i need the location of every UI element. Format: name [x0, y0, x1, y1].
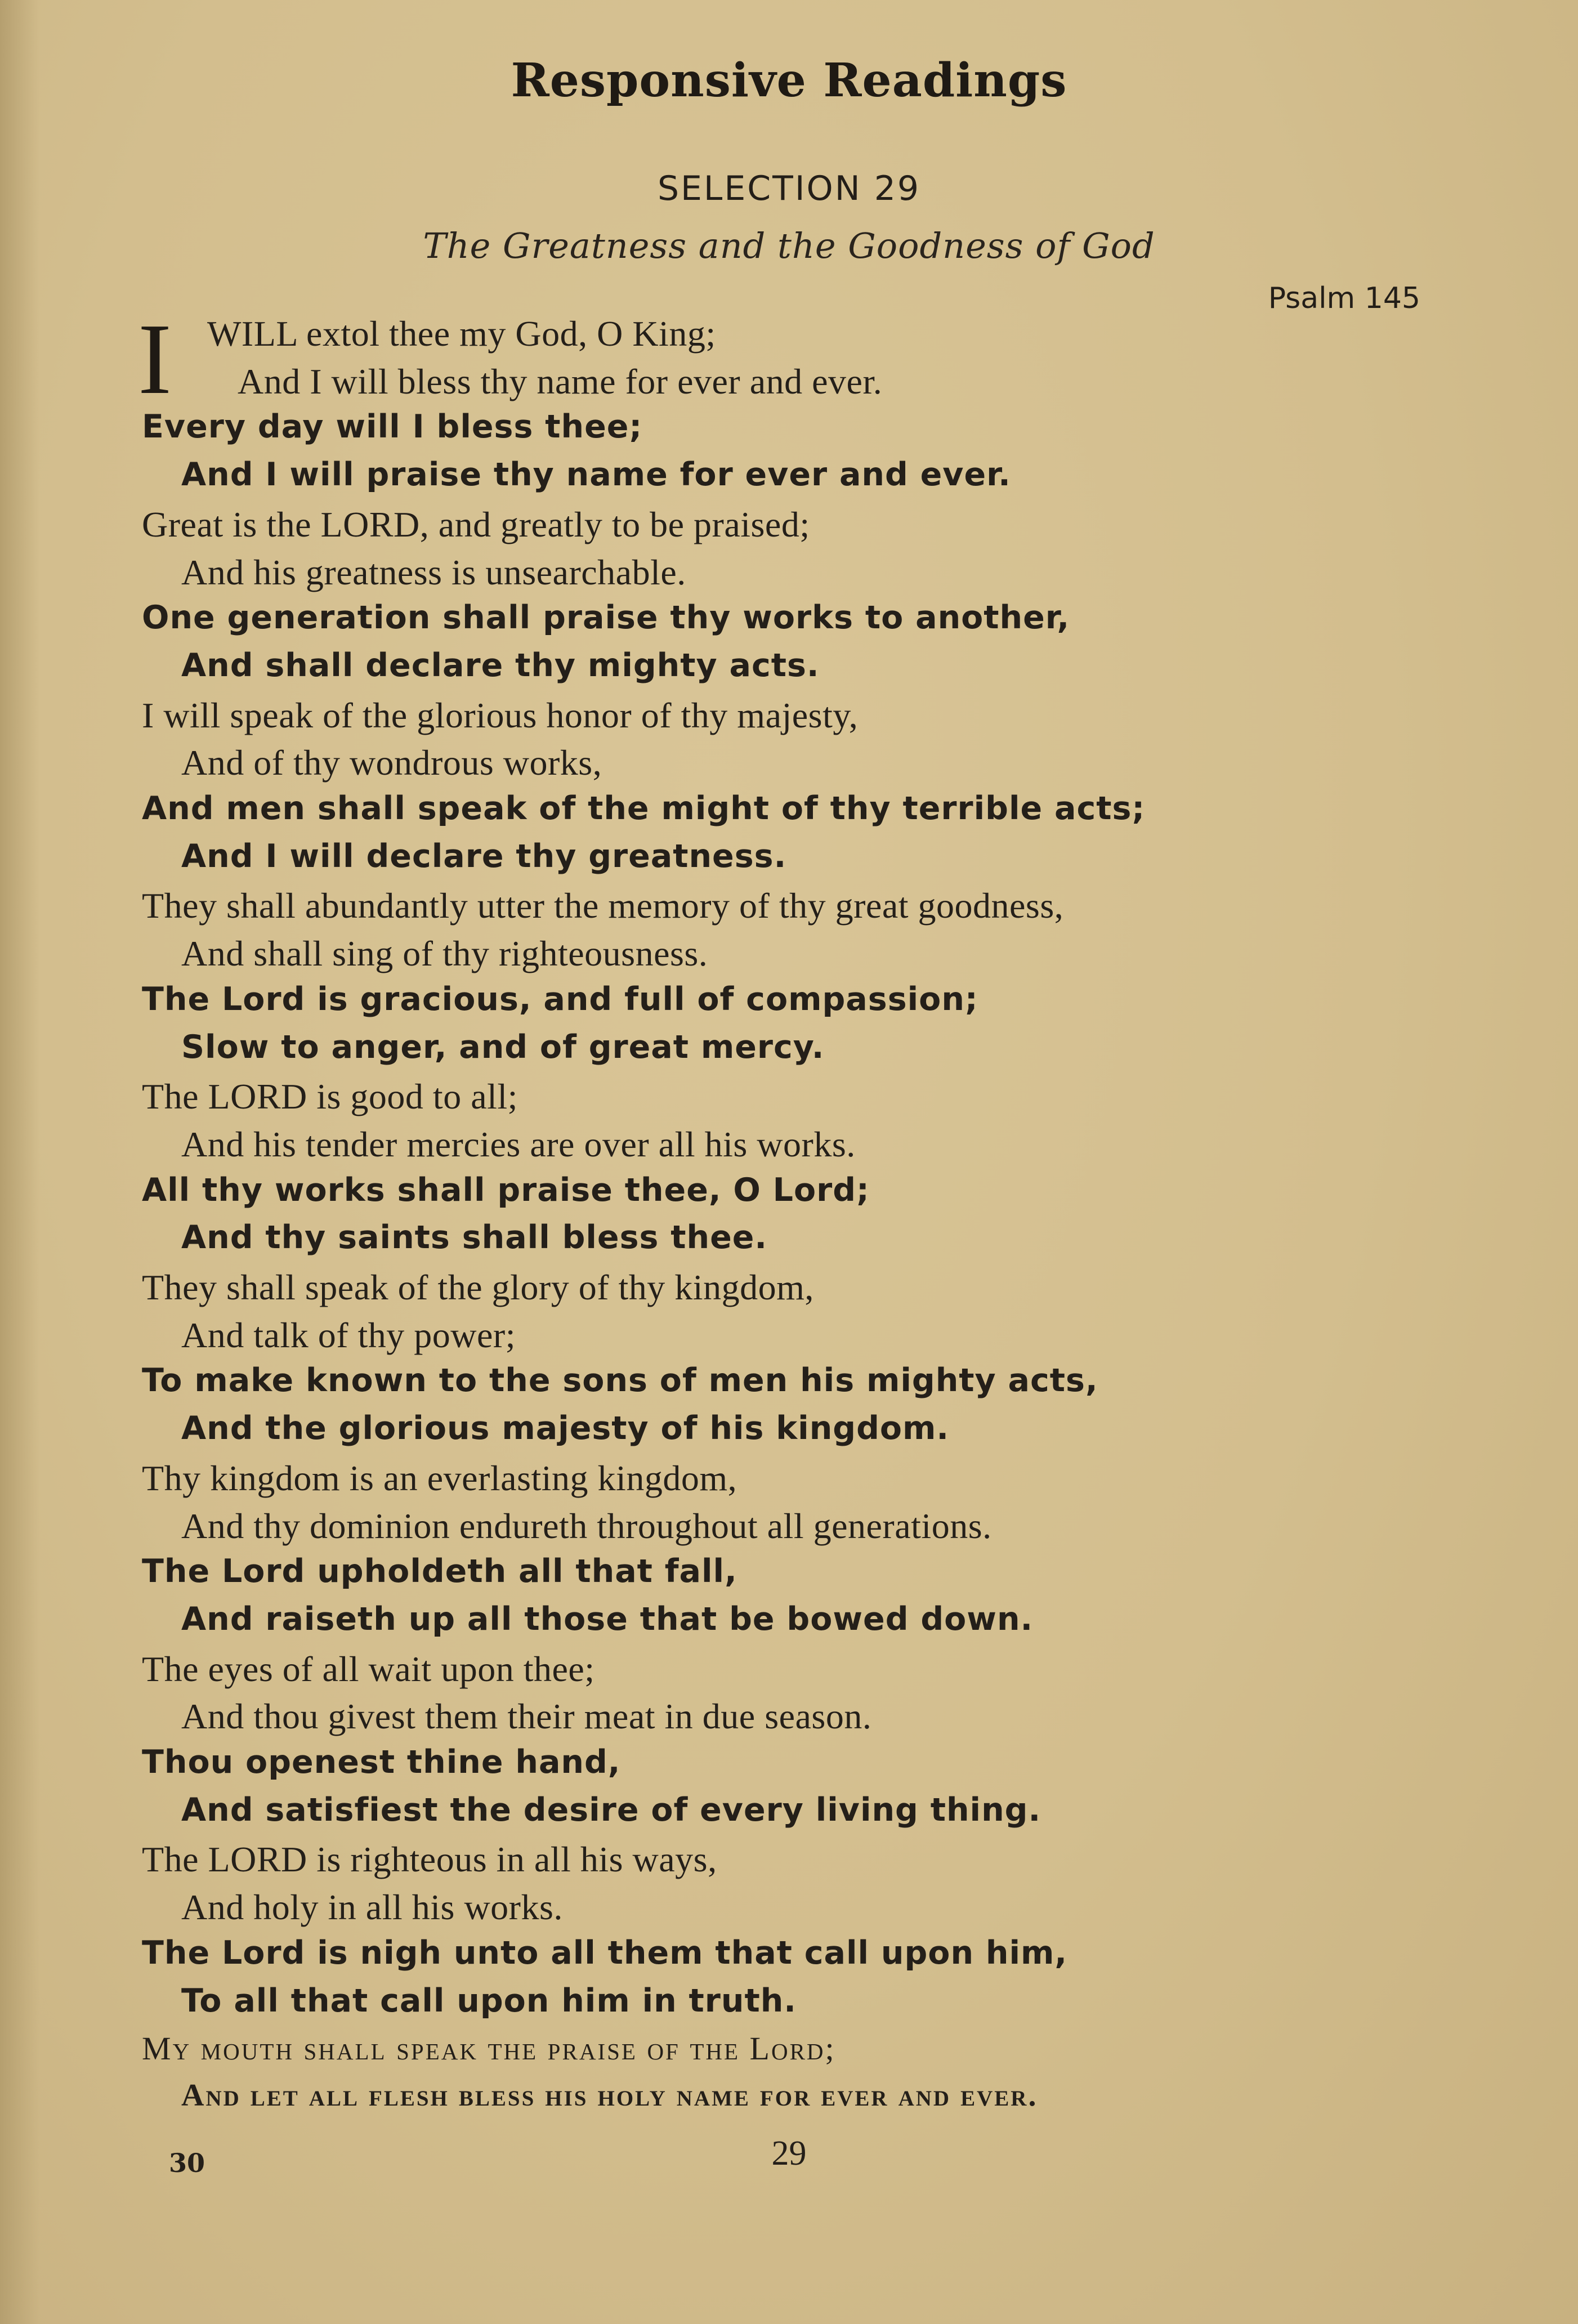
reading-line: The Lord is gracious, and full of compassion;	[142, 980, 978, 1018]
reading-line: And I will declare thy greatness.	[181, 837, 787, 875]
reading-line: And thy saints shall bless thee.	[181, 1219, 768, 1257]
reading-line: Slow to anger, and of great mercy.	[181, 1028, 825, 1066]
reading-line: The LORD is good to all;	[142, 1076, 518, 1117]
reading-line: And satisfiest the desire of every living thing.	[181, 1791, 1041, 1829]
reading-line: And of thy wondrous works,	[181, 743, 602, 783]
reading-line: All thy works shall praise thee, O Lord;	[142, 1171, 870, 1209]
reading-line: My mouth shall speak the praise of the Lord;	[142, 2030, 836, 2067]
reading-line: I will speak of the glorious honor of thy majesty,	[142, 695, 859, 735]
reading-line: The Lord is nigh unto all them that call upon him,	[142, 1934, 1068, 1972]
reading-line: And his greatness is unsearchable.	[181, 552, 686, 592]
reading-line: And I will praise thy name for ever and ever.	[181, 456, 1011, 494]
reading-line: One generation shall praise thy works to another,	[142, 599, 1070, 637]
reading-line: To all that call upon him in truth.	[181, 1982, 797, 2019]
reading-line: And holy in all his works.	[181, 1887, 563, 1928]
reading-line: Great is the LORD, and greatly to be praised;	[142, 504, 810, 544]
reading-line: And let all flesh bless his holy name for ever and ever.	[181, 2077, 1038, 2113]
reading-line: The LORD is righteous in all his ways,	[142, 1839, 717, 1880]
reading-line: And thy dominion endureth throughout all generations.	[181, 1505, 992, 1546]
reading-line: And his tender mercies are over all his works.	[181, 1124, 856, 1164]
drop-cap: I	[138, 303, 172, 415]
selection-subtitle: The Greatness and the Goodness of God	[423, 225, 1155, 266]
reading-line: Thy kingdom is an everlasting kingdom,	[142, 1458, 737, 1498]
selection-heading: SELECTION 29	[657, 169, 921, 208]
reading-line: To make known to the sons of men his mighty acts,	[142, 1362, 1098, 1400]
psalm-reference: Psalm 145	[1268, 281, 1420, 315]
reading-line: Thou openest thine hand,	[142, 1744, 621, 1781]
reading-line: And shall sing of thy righteousness.	[181, 933, 708, 974]
reading-line: And I will bless thy name for ever and ever.	[238, 361, 883, 401]
reading-line: The Lord upholdeth all that fall,	[142, 1553, 737, 1590]
reading-line: The eyes of all wait upon thee;	[142, 1648, 595, 1689]
reading-line: And raiseth up all those that be bowed down.	[181, 1600, 1034, 1638]
reading-line: Every day will I bless thee;	[142, 408, 643, 446]
running-header: Responsive Readings	[511, 53, 1067, 108]
reading-line: And talk of thy power;	[181, 1315, 516, 1355]
page-number: 29	[771, 2134, 807, 2173]
reading-line: WILL extol thee my God, O King;	[207, 314, 716, 354]
signature-mark: 30	[169, 2148, 205, 2178]
reading-line: And the glorious majesty of his kingdom.	[181, 1410, 950, 1447]
reading-line: They shall speak of the glory of thy kingdom,	[142, 1267, 814, 1307]
reading-line: They shall abundantly utter the memory of thy great goodness,	[142, 886, 1064, 926]
reading-line: And thou givest them their meat in due season.	[181, 1696, 872, 1737]
reading-line: And men shall speak of the might of thy terrible acts;	[142, 790, 1146, 827]
reading-line: And shall declare thy mighty acts.	[181, 646, 820, 684]
